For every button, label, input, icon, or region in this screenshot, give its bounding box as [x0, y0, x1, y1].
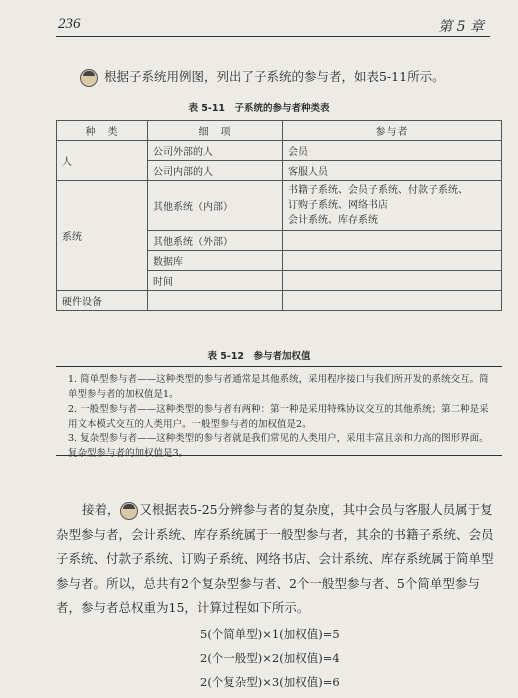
face-icon [80, 69, 98, 87]
calculation-line: 2(个一般型)×2(加权值)=4 [200, 651, 340, 665]
header-type: 种 类 [57, 121, 148, 141]
table-row [57, 181, 502, 231]
intro-line [80, 67, 510, 87]
paragraph-prefix: 接着， [82, 502, 120, 517]
chapter-label: 第 5 章 [438, 19, 484, 35]
page-header [0, 0, 518, 40]
actor-line: 会计系统、库存系统 [288, 215, 378, 226]
weight-item: 1. 简单型参与者——这种类型的参与者通常是其他系统，采用程序接口与我们所开发的系统交互。简单型参与者的加权值是1。 [68, 374, 489, 400]
actor-cell [283, 291, 502, 311]
group-hardware: 硬件设备 [57, 291, 148, 311]
group-system: 系统 [57, 181, 148, 291]
group-person: 人 [57, 141, 148, 181]
actor-cell [283, 181, 502, 231]
detail-cell: 公司内部的人 [148, 161, 283, 181]
weight-table [56, 366, 502, 459]
intro-text: 根据子系统用例图，列出了子系统的参与者，如表5-11所示。 [103, 69, 445, 84]
detail-cell: 其他系统（内部） [148, 181, 283, 231]
actor-cell: 客服人员 [283, 161, 502, 181]
actor-line: 订购子系统、网络书店 [288, 200, 388, 211]
header-detail: 细 项 [148, 121, 283, 141]
table2-caption: 表 5-12 参与者加权值 [207, 351, 311, 362]
actor-line: 书籍子系统、会员子系统、付款子系统、 [288, 185, 468, 196]
table-row [57, 141, 502, 161]
body-paragraph [56, 498, 502, 621]
detail-cell: 时间 [148, 271, 283, 291]
actor-cell [283, 271, 502, 291]
header-actor: 参与者 [283, 121, 502, 141]
actor-cell [283, 231, 502, 251]
calculation-line: 2(个复杂型)×3(加权值)=6 [200, 675, 340, 689]
table-header-row [57, 121, 502, 141]
actor-cell [283, 251, 502, 271]
actor-cell: 会员 [283, 141, 502, 161]
paragraph-body: 又根据表5-25分辨参与者的复杂度，其中会员与客服人员属于复杂型参与者，会计系统、库存系统属于一般型参与者，其余的书籍子系统、会员子系统、付款子系统、订购子系统、网络书店、会计系统、库存系统属于简单型参与者。所以，总共有2个复杂型参与者、2个一般型参与者、5个简单型参与者，参与者总权重为15，计算过程如下所示。 [56, 502, 494, 616]
detail-cell [148, 291, 283, 311]
table-row [57, 291, 502, 311]
calculation-line: 5(个简单型)×1(加权值)=5 [200, 627, 340, 641]
detail-cell: 其他系统（外部） [148, 231, 283, 251]
weight-item: 2. 一般型参与者——这种类型的参与者有两种：第一种是采用特殊协议交互的其他系统；第二种是采用文本模式交互的人类用户。一般型参与者的加权值是2。 [68, 404, 489, 430]
detail-cell: 公司外部的人 [148, 141, 283, 161]
header-rule [56, 36, 490, 37]
face-icon [120, 502, 138, 520]
actor-type-table [56, 120, 502, 311]
weight-item: 3. 复杂型参与者——这种类型的参与者就是我们常见的人类用户，采用丰富且亲和力高的图形界面。复杂型参与者的加权值是3。 [68, 433, 489, 459]
page-number: 236 [58, 16, 81, 32]
detail-cell: 数据库 [148, 251, 283, 271]
table1-caption: 表 5-11 子系统的参与者种类表 [188, 103, 330, 114]
